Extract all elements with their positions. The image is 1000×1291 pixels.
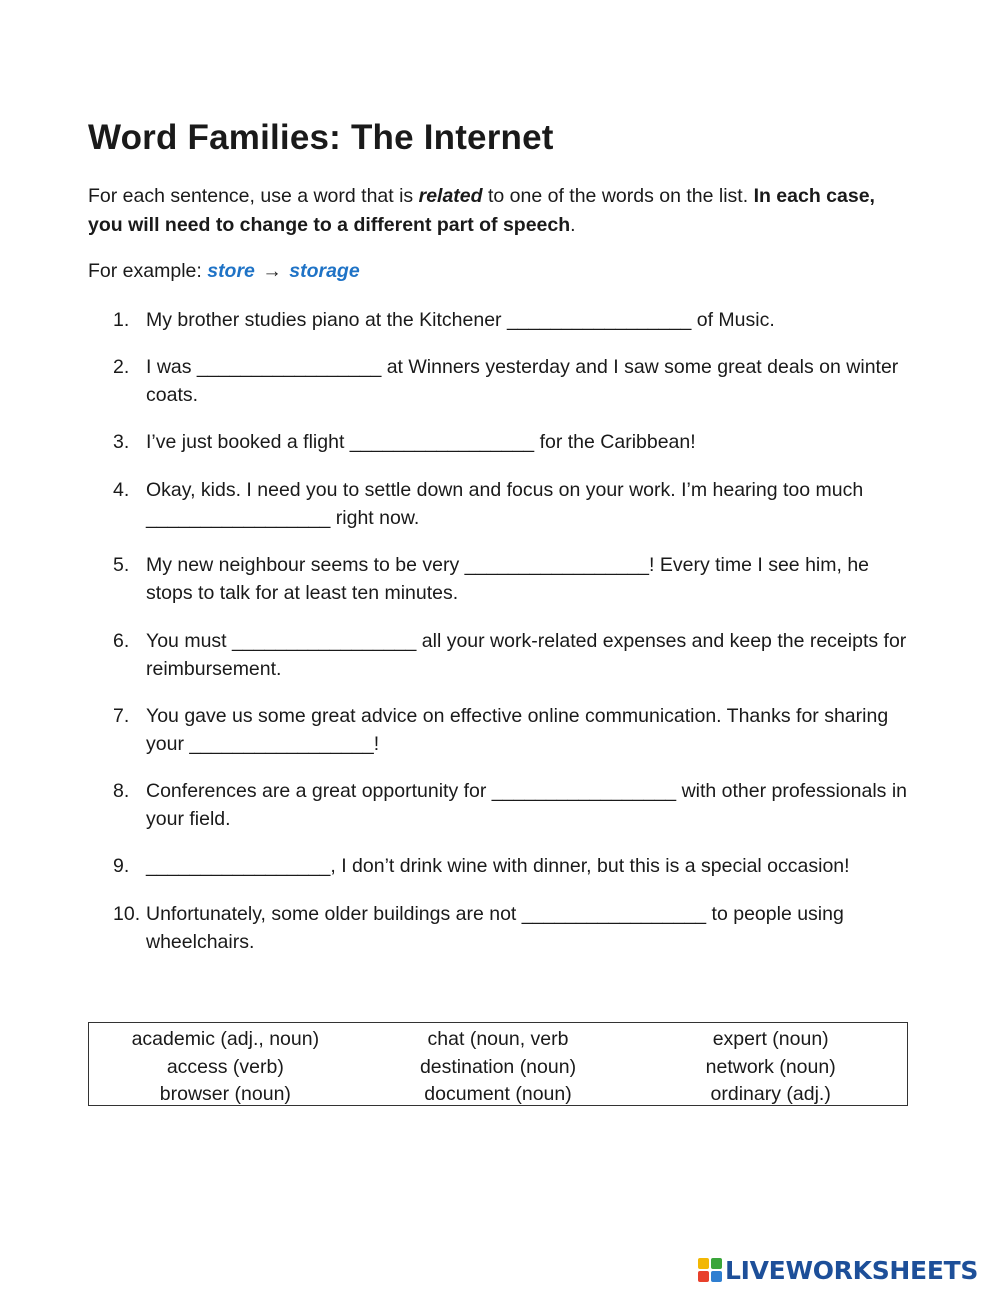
item-number: 3. xyxy=(113,431,130,453)
instructions xyxy=(88,182,908,240)
item-text: My brother studies piano at the Kitchener _________________ of Music. xyxy=(146,309,775,331)
word-list-entry: access (verb) xyxy=(166,1055,284,1078)
instructions-part1: For each sentence, use a word that is xyxy=(88,185,419,207)
example-line xyxy=(88,257,360,286)
word-list-entry: academic (adj., noun) xyxy=(131,1028,320,1050)
instructions-emphasis: related xyxy=(418,185,483,207)
word-list-entry: destination (noun) xyxy=(419,1055,577,1078)
item-number: 8. xyxy=(113,780,130,802)
item-number: 10. xyxy=(113,903,141,925)
example-to-word: storage xyxy=(289,260,360,282)
word-list-column-3 xyxy=(634,1026,907,1105)
exercise-item-4 xyxy=(113,476,913,532)
item-text: You gave us some great advice on effective online communication. Thanks for sharing your _________________! xyxy=(146,705,889,755)
word-list-entry: expert (noun) xyxy=(712,1028,829,1050)
item-text: I’ve just booked a flight _________________ for the Caribbean! xyxy=(146,431,696,453)
exercise-item-1 xyxy=(113,306,913,334)
item-number: 2. xyxy=(113,356,130,378)
instructions-end: . xyxy=(570,214,576,236)
word-list-entry: ordinary (adj.) xyxy=(710,1083,831,1105)
exercise-item-6 xyxy=(113,627,913,683)
item-text: Unfortunately, some older buildings are not _________________ to people using wheelchairs. xyxy=(146,903,844,953)
word-list-entry: browser (noun) xyxy=(159,1083,291,1105)
exercise-item-9 xyxy=(113,852,913,880)
logo-text: LIVEWORKSHEETS xyxy=(725,1255,979,1285)
logo-block xyxy=(711,1271,722,1282)
item-text: I was _________________ at Winners yesterday and I saw some great deals on winter coats. xyxy=(146,356,899,406)
exercise-item-7 xyxy=(113,702,913,758)
word-list-entry: chat (noun, verb xyxy=(427,1028,569,1050)
instructions-part2: to one of the words on the list. xyxy=(482,185,754,207)
item-number: 9. xyxy=(113,855,130,877)
logo-block xyxy=(698,1258,709,1269)
word-list-box xyxy=(88,1022,908,1106)
exercise-item-10 xyxy=(113,900,913,956)
liveworksheets-logo[interactable] xyxy=(698,1254,978,1286)
word-list-entry: document (noun) xyxy=(424,1083,572,1105)
item-number: 4. xyxy=(113,479,130,501)
item-number: 5. xyxy=(113,554,130,576)
item-number: 1. xyxy=(113,309,130,331)
item-text: Okay, kids. I need you to settle down and focus on your work. I’m hearing too much _________________ right now. xyxy=(146,479,864,529)
exercise-item-5 xyxy=(113,551,913,607)
logo-blocks-icon xyxy=(698,1258,722,1282)
instructions-bold: In each case, you will need to change to a different part of speech xyxy=(88,185,875,236)
arrow-icon: → xyxy=(262,260,282,282)
worksheet-title: Word Families: The Internet xyxy=(88,118,554,157)
exercise-item-2 xyxy=(113,353,913,409)
exercise-item-8 xyxy=(113,777,913,833)
item-text: Conferences are a great opportunity for _________________ with other professionals in your field. xyxy=(146,780,908,830)
item-number: 7. xyxy=(113,705,130,727)
logo-block xyxy=(711,1258,722,1269)
item-text: My new neighbour seems to be very _________________! Every time I see him, he stops to talk for at least ten minutes. xyxy=(146,554,870,604)
example-from-word: store xyxy=(207,260,255,282)
logo-block xyxy=(698,1271,709,1282)
item-text: _________________, I don’t drink wine with dinner, but this is a special occasion! xyxy=(146,855,850,877)
item-number: 6. xyxy=(113,630,130,652)
example-label: For example: xyxy=(88,260,208,282)
item-text: You must _________________ all your work-related expenses and keep the receipts for reimbursement. xyxy=(146,630,907,680)
word-list-entry: network (noun) xyxy=(705,1055,836,1078)
exercise-item-3 xyxy=(113,428,913,456)
word-list-column-1 xyxy=(89,1026,362,1105)
word-list-column-2 xyxy=(362,1026,635,1105)
